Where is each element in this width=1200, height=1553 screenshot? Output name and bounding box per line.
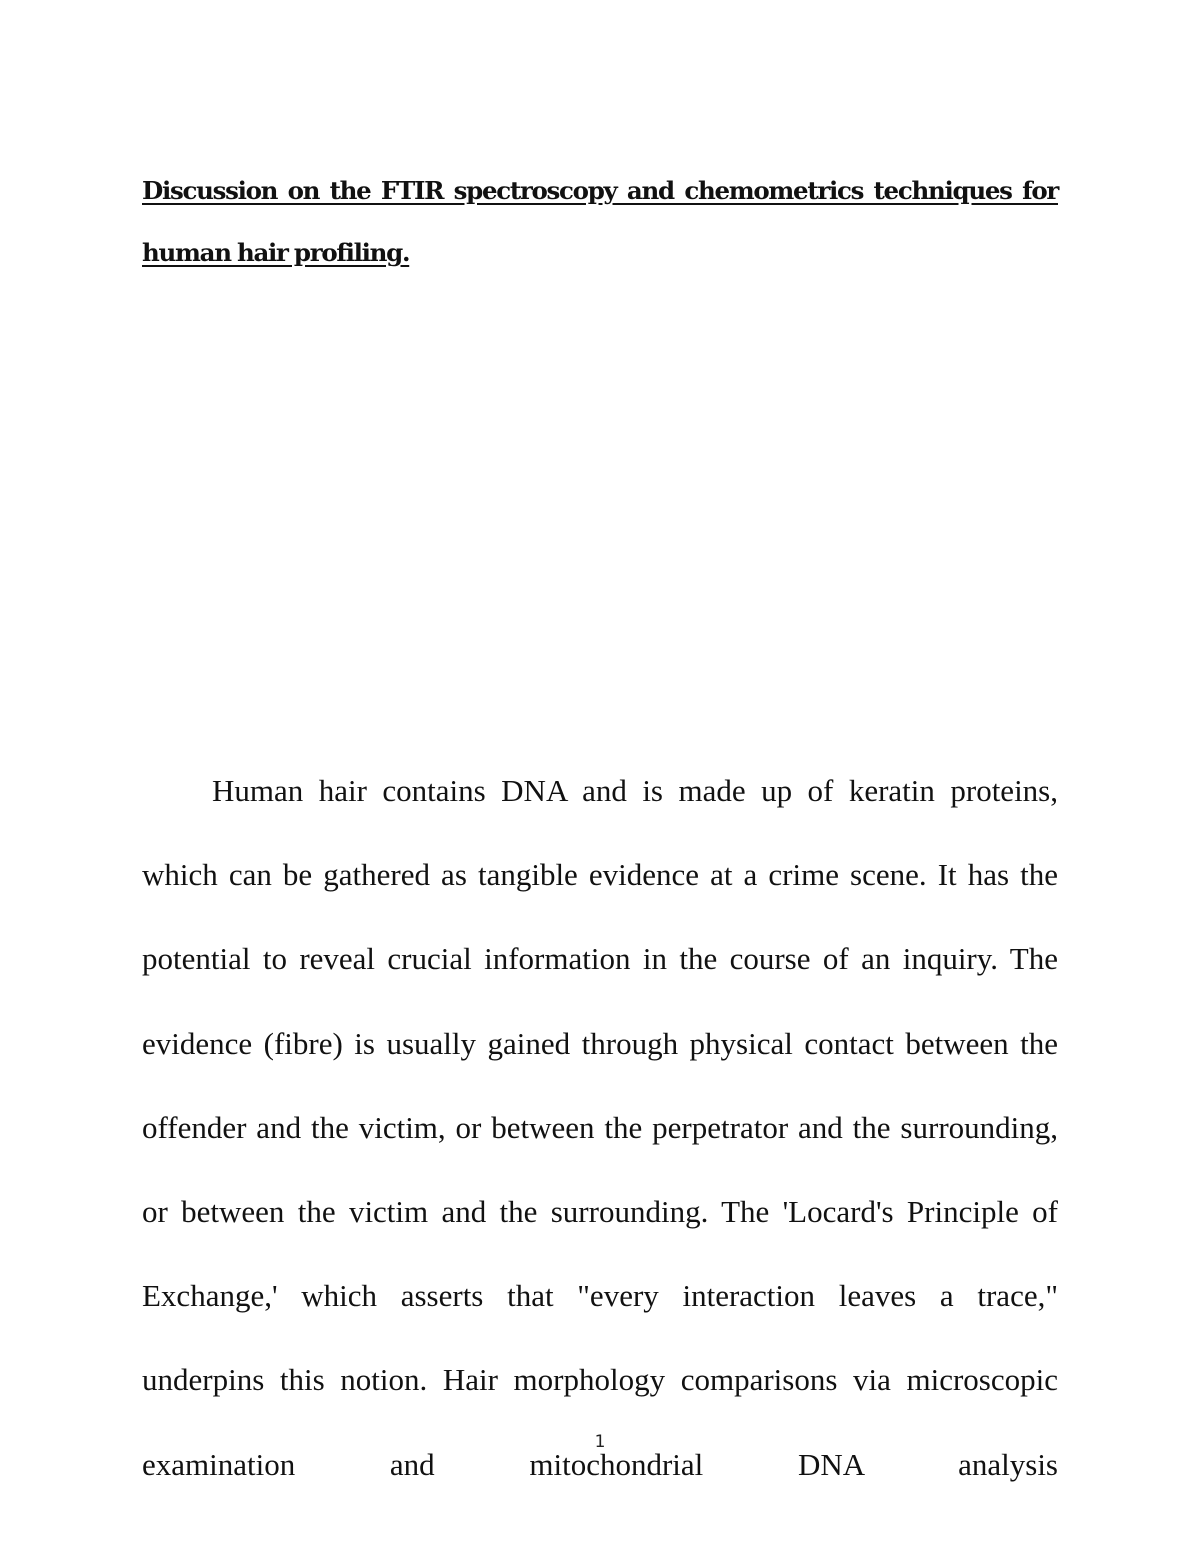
document-title: Discussion on the FTIR spectroscopy and chemometrics techniques for human hair profiling.	[142, 176, 1058, 267]
page-number: 1	[594, 1432, 606, 1452]
body-paragraph: Human hair contains DNA and is made up of keratin proteins, which can be gathered as tangible evidence at a crime scene. It has the potential to reveal crucial information in the course of an inquiry. The evidence (fibre) is usually gained through physical contact between the offender and the victim, or between the perpetrator and the surrounding, or between the victim and the surrounding. The 'Locard's Principle of Exchange,' which asserts that "every interaction leaves a trace," underpins this notion. Hair morphology comparisons via microscopic examination and mitochondrial DNA analysis	[142, 773, 1058, 1482]
